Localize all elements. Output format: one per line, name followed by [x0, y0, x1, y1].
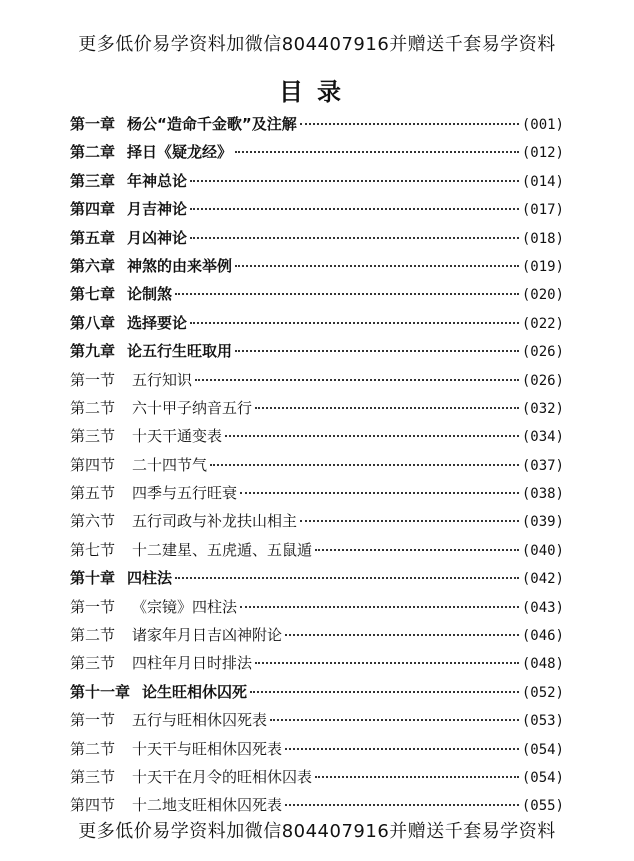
toc-section-row[interactable] — [70, 425, 564, 453]
toc-entry-title: 论制煞 — [127, 285, 173, 304]
toc-entry-number: 第二节 — [70, 398, 116, 417]
dot-leader — [285, 804, 519, 806]
toc-entry-title: 十二建星、五虎遁、五鼠遁 — [132, 540, 313, 559]
toc-entry-title: 年神总论 — [127, 171, 188, 190]
toc-entry-number: 第三章 — [70, 171, 116, 190]
toc-chapter-row[interactable] — [70, 567, 564, 595]
toc-page-number: (017) — [521, 202, 564, 219]
toc-entry-title: 十天干在月令的旺相休囚表 — [132, 767, 313, 786]
toc-entry-title: 十天干与旺相休囚死表 — [132, 739, 283, 758]
dot-leader — [235, 350, 519, 352]
toc-chapter-row[interactable] — [70, 141, 564, 169]
toc-page-number: (026) — [521, 372, 564, 389]
toc-section-row[interactable] — [70, 624, 564, 652]
toc-entry-number: 第十章 — [70, 569, 116, 588]
toc-entry-title: 六十甲子纳音五行 — [132, 398, 253, 417]
toc-chapter-row[interactable] — [70, 255, 564, 283]
toc-entry-title: 神煞的由来举例 — [127, 256, 233, 275]
toc-page-number: (019) — [521, 258, 564, 275]
dot-leader — [210, 464, 519, 466]
dot-leader — [285, 634, 519, 636]
dot-leader — [190, 322, 519, 324]
toc-chapter-row[interactable] — [70, 312, 564, 340]
toc-entry-number: 第二节 — [70, 739, 116, 758]
toc-page-number: (012) — [521, 145, 564, 162]
toc-entry-title: 五行知识 — [132, 370, 193, 389]
toc-entry-number: 第一章 — [70, 115, 116, 133]
toc-entry-title: 《宗镜》四柱法 — [132, 597, 238, 616]
dot-leader — [190, 180, 519, 182]
toc-page-number: (018) — [521, 230, 564, 247]
dot-leader — [315, 776, 519, 778]
toc-section-row[interactable] — [70, 454, 564, 482]
toc-page-number: (037) — [521, 457, 564, 474]
toc-entry-title: 五行司政与补龙扶山相主 — [132, 512, 298, 531]
toc-entry-title: 杨公“造命千金歌”及注解 — [127, 115, 297, 133]
toc-entry-number: 第十一章 — [70, 682, 131, 701]
dot-leader — [190, 208, 519, 210]
toc-section-row[interactable] — [70, 397, 564, 425]
toc-entry-number: 第六节 — [70, 512, 116, 531]
dot-leader — [315, 549, 519, 551]
dot-leader — [300, 123, 519, 125]
toc-entry-number: 第三节 — [70, 654, 116, 673]
dot-leader — [190, 237, 519, 239]
toc-entry-title: 十天干通变表 — [132, 427, 223, 446]
toc-page-number: (042) — [521, 571, 564, 588]
toc-entry-number: 第二章 — [70, 143, 116, 162]
dot-leader — [225, 435, 519, 437]
toc-page-number: (014) — [521, 173, 564, 190]
toc-page-number: (043) — [521, 599, 564, 616]
toc-entry-number: 第三节 — [70, 427, 116, 446]
toc-page-number: (054) — [521, 769, 564, 786]
page-title: 目录 — [279, 78, 355, 106]
toc-section-row[interactable] — [70, 596, 564, 624]
toc-entry-number: 第五章 — [70, 228, 116, 247]
toc-page-number: (032) — [521, 400, 564, 417]
toc-page-number: (022) — [521, 315, 564, 332]
toc-entry-title: 四柱法 — [127, 569, 173, 588]
dot-leader — [195, 379, 519, 381]
toc-chapter-row[interactable] — [70, 283, 564, 311]
toc-entry-number: 第一节 — [70, 597, 116, 616]
table-of-contents — [70, 113, 564, 823]
toc-entry-number: 第七章 — [70, 285, 116, 304]
toc-entry-number: 第一节 — [70, 711, 116, 730]
toc-entry-number: 第九章 — [70, 342, 116, 361]
toc-page-number: (048) — [521, 656, 564, 673]
toc-page-number: (039) — [521, 514, 564, 531]
toc-page-number: (026) — [521, 344, 564, 361]
toc-entry-number: 第四节 — [70, 455, 116, 474]
toc-entry-number: 第五节 — [70, 484, 116, 503]
dot-leader — [250, 691, 519, 693]
toc-entry-number: 第八章 — [70, 313, 116, 332]
dot-leader — [285, 748, 519, 750]
toc-section-row[interactable] — [70, 766, 564, 794]
toc-entry-number: 第三节 — [70, 767, 116, 786]
toc-entry-title: 择日《疑龙经》 — [127, 143, 233, 162]
toc-entry-title: 论生旺相休囚死 — [142, 682, 248, 701]
dot-leader — [270, 719, 519, 721]
toc-section-row[interactable] — [70, 738, 564, 766]
toc-page-number: (055) — [521, 798, 564, 815]
dot-leader — [175, 577, 519, 579]
toc-entry-number: 第六章 — [70, 256, 116, 275]
dot-leader — [240, 492, 519, 494]
dot-leader — [235, 265, 519, 267]
bottom-banner: 更多低价易学资料加微信804407916并赠送千套易学资料 — [78, 821, 556, 842]
toc-section-row[interactable] — [70, 709, 564, 737]
toc-section-row[interactable] — [70, 369, 564, 397]
dot-leader — [235, 151, 519, 153]
toc-page-number: (040) — [521, 542, 564, 559]
toc-entry-number: 第四章 — [70, 200, 116, 219]
dot-leader — [240, 606, 519, 608]
toc-entry-title: 四柱年月日时排法 — [132, 654, 253, 673]
toc-section-row[interactable] — [70, 652, 564, 680]
toc-entry-title: 论五行生旺取用 — [127, 342, 233, 361]
toc-page-number: (053) — [521, 713, 564, 730]
dot-leader — [175, 293, 519, 295]
toc-chapter-row[interactable] — [70, 681, 564, 709]
dot-leader — [255, 407, 519, 409]
top-banner: 更多低价易学资料加微信804407916并赠送千套易学资料 — [78, 34, 556, 55]
toc-entry-title: 十二地支旺相休囚死表 — [132, 796, 283, 815]
toc-page-number: (020) — [521, 287, 564, 304]
toc-entry-title: 诸家年月日吉凶神附论 — [132, 626, 283, 645]
toc-chapter-row[interactable] — [70, 227, 564, 255]
dot-leader — [255, 662, 519, 664]
toc-entry-title: 二十四节气 — [132, 455, 208, 474]
toc-entry-number: 第四节 — [70, 796, 116, 815]
toc-entry-title: 五行与旺相休囚死表 — [132, 711, 268, 730]
toc-page-number: (001) — [521, 117, 564, 133]
toc-chapter-row[interactable] — [70, 198, 564, 226]
toc-chapter-row[interactable] — [70, 170, 564, 198]
toc-chapter-row[interactable] — [70, 340, 564, 368]
toc-entry-title: 月吉神论 — [127, 200, 188, 219]
toc-page-number: (052) — [521, 684, 564, 701]
toc-chapter-row[interactable] — [70, 113, 564, 141]
toc-section-row[interactable] — [70, 482, 564, 510]
toc-entry-number: 第二节 — [70, 626, 116, 645]
toc-section-row[interactable] — [70, 510, 564, 538]
toc-section-row[interactable] — [70, 539, 564, 567]
toc-entry-number: 第七节 — [70, 540, 116, 559]
toc-page-number: (034) — [521, 429, 564, 446]
toc-entry-number: 第一节 — [70, 370, 116, 389]
toc-page-number: (054) — [521, 741, 564, 758]
toc-entry-title: 月凶神论 — [127, 228, 188, 247]
toc-page-number: (046) — [521, 628, 564, 645]
dot-leader — [300, 520, 519, 522]
toc-page-number: (038) — [521, 486, 564, 503]
toc-entry-title: 选择要论 — [127, 313, 188, 332]
toc-entry-title: 四季与五行旺衰 — [132, 484, 238, 503]
